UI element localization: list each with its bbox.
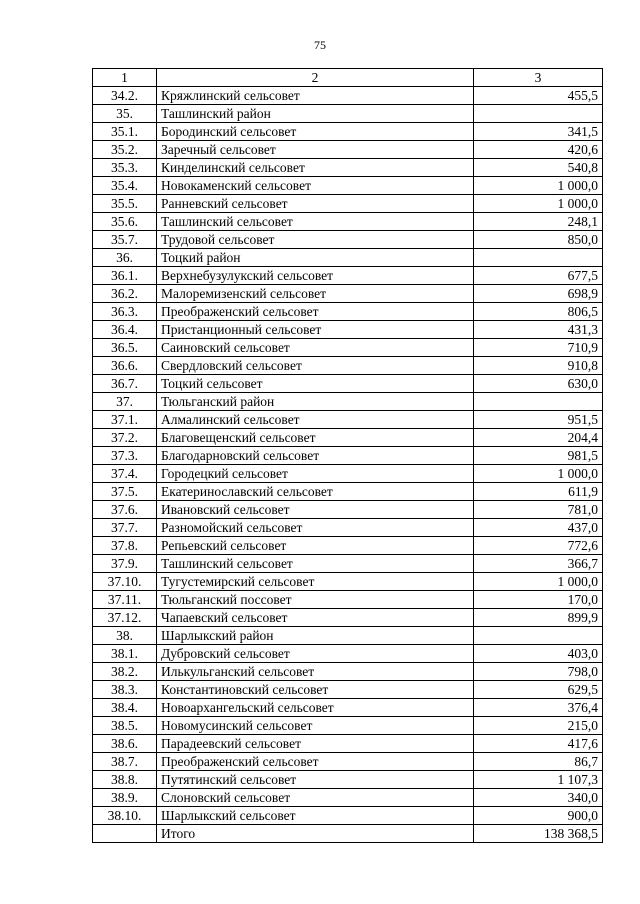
row-name: Новоархангельский сельсовет [157,699,474,717]
row-number: 35.1. [93,123,157,141]
table-row [93,717,603,735]
row-value: 710,9 [474,339,603,357]
table-row [93,411,603,429]
column-header-1: 1 [93,69,157,87]
row-number: 36.2. [93,285,157,303]
table-row [93,555,603,573]
row-number: 38.4. [93,699,157,717]
row-number: 35.6. [93,213,157,231]
table-row [93,249,603,267]
row-name: Пристанционный сельсовет [157,321,474,339]
row-name: Тоцкий район [157,249,474,267]
row-value: 806,5 [474,303,603,321]
table-row [93,339,603,357]
row-name: Илькульганский сельсовет [157,663,474,681]
table-row [93,195,603,213]
row-name: Тюльганский поссовет [157,591,474,609]
table-row [93,645,603,663]
row-number: 38.3. [93,681,157,699]
row-name: Городецкий сельсовет [157,465,474,483]
row-number: 37.6. [93,501,157,519]
table-body [93,87,603,825]
row-name: Заречный сельсовет [157,141,474,159]
row-number: 35.2. [93,141,157,159]
table-row [93,123,603,141]
row-number: 38.1. [93,645,157,663]
table-row [93,105,603,123]
column-header-2: 2 [157,69,474,87]
table-row [93,609,603,627]
table-row [93,465,603,483]
row-value: 420,6 [474,141,603,159]
row-number: 35.5. [93,195,157,213]
row-name: Ташлинский сельсовет [157,213,474,231]
row-name: Разномойский сельсовет [157,519,474,537]
table-row [93,447,603,465]
table-row [93,753,603,771]
table-row [93,267,603,285]
row-name: Тоцкий сельсовет [157,375,474,393]
row-name: Кряжлинский сельсовет [157,87,474,105]
row-name: Ранневский сельсовет [157,195,474,213]
page-number: 75 [314,38,326,52]
row-number: 38.6. [93,735,157,753]
row-value: 951,5 [474,411,603,429]
row-name: Преображенский сельсовет [157,303,474,321]
column-header-3: 3 [474,69,603,87]
table-row [93,591,603,609]
row-name: Константиновский сельсовет [157,681,474,699]
row-value: 366,7 [474,555,603,573]
row-name: Трудовой сельсовет [157,231,474,249]
row-number: 37.3. [93,447,157,465]
row-number: 38. [93,627,157,645]
row-value: 437,0 [474,519,603,537]
row-value: 611,9 [474,483,603,501]
row-number: 38.5. [93,717,157,735]
row-number: 37.4. [93,465,157,483]
row-name: Ивановский сельсовет [157,501,474,519]
row-number: 38.9. [93,789,157,807]
row-name: Репьевский сельсовет [157,537,474,555]
table-row [93,177,603,195]
row-value: 215,0 [474,717,603,735]
row-name: Тюльганский район [157,393,474,411]
row-value: 798,0 [474,663,603,681]
table-row [93,321,603,339]
row-name: Свердловский сельсовет [157,357,474,375]
row-name: Благодарновский сельсовет [157,447,474,465]
row-value: 1 000,0 [474,573,603,591]
row-number: 37.12. [93,609,157,627]
allocation-table [92,68,603,843]
row-value: 899,9 [474,609,603,627]
row-name: Чапаевский сельсовет [157,609,474,627]
table-row [93,375,603,393]
row-value: 170,0 [474,591,603,609]
row-value [474,627,603,645]
row-value: 698,9 [474,285,603,303]
table-row [93,735,603,753]
row-number: 35.3. [93,159,157,177]
row-number: 37.9. [93,555,157,573]
row-value: 772,6 [474,537,603,555]
row-number: 38.8. [93,771,157,789]
total-label: Итого [157,825,474,843]
total-row [93,825,603,843]
row-number: 37.11. [93,591,157,609]
table-row [93,699,603,717]
row-number: 36.5. [93,339,157,357]
row-number: 37.10. [93,573,157,591]
row-number: 34.2. [93,87,157,105]
row-value: 910,8 [474,357,603,375]
table-row [93,159,603,177]
table-row [93,483,603,501]
table-row [93,231,603,249]
row-number: 35.7. [93,231,157,249]
row-number: 36. [93,249,157,267]
row-number: 36.3. [93,303,157,321]
table-row [93,285,603,303]
row-name: Кинделинский сельсовет [157,159,474,177]
row-value: 781,0 [474,501,603,519]
row-number: 37.8. [93,537,157,555]
table-row [93,537,603,555]
row-value: 1 000,0 [474,465,603,483]
row-value: 455,5 [474,87,603,105]
row-name: Преображенский сельсовет [157,753,474,771]
row-number: 38.10. [93,807,157,825]
row-value: 540,8 [474,159,603,177]
table-row [93,627,603,645]
row-value: 431,3 [474,321,603,339]
row-number: 37.1. [93,411,157,429]
table-row [93,501,603,519]
row-number: 38.7. [93,753,157,771]
row-value: 850,0 [474,231,603,249]
row-name: Саиновский сельсовет [157,339,474,357]
table-row [93,771,603,789]
row-number: 36.1. [93,267,157,285]
row-value: 376,4 [474,699,603,717]
table-header-row [93,69,603,87]
row-value: 86,7 [474,753,603,771]
row-name: Малоремизенский сельсовет [157,285,474,303]
row-name: Парадеевский сельсовет [157,735,474,753]
table-row [93,681,603,699]
table-row [93,87,603,105]
table-row [93,519,603,537]
row-value: 204,4 [474,429,603,447]
row-name: Алмалинский сельсовет [157,411,474,429]
row-value: 417,6 [474,735,603,753]
row-value: 1 000,0 [474,177,603,195]
row-name: Бородинский сельсовет [157,123,474,141]
row-name: Ташлинский район [157,105,474,123]
row-name: Шарлыкский район [157,627,474,645]
row-number: 37. [93,393,157,411]
row-value: 403,0 [474,645,603,663]
table-row [93,789,603,807]
row-value: 630,0 [474,375,603,393]
row-name: Новомусинский сельсовет [157,717,474,735]
row-number: 36.4. [93,321,157,339]
row-value: 248,1 [474,213,603,231]
row-number: 35.4. [93,177,157,195]
row-name: Шарлыкский сельсовет [157,807,474,825]
total-value: 138 368,5 [474,825,603,843]
table-row [93,357,603,375]
row-name: Дубровский сельсовет [157,645,474,663]
row-name: Слоновский сельсовет [157,789,474,807]
table-row [93,429,603,447]
row-name: Благовещенский сельсовет [157,429,474,447]
row-value: 629,5 [474,681,603,699]
row-number: 36.6. [93,357,157,375]
row-value [474,393,603,411]
row-value: 1 000,0 [474,195,603,213]
row-number: 38.2. [93,663,157,681]
row-name: Ташлинский сельсовет [157,555,474,573]
row-number: 37.2. [93,429,157,447]
table-row [93,663,603,681]
row-value: 1 107,3 [474,771,603,789]
row-number: 37.5. [93,483,157,501]
row-value: 677,5 [474,267,603,285]
total-number-cell [93,825,157,843]
table-row [93,807,603,825]
row-name: Тугустемирский сельсовет [157,573,474,591]
table-row [93,141,603,159]
row-value [474,249,603,267]
row-name: Верхнебузулукский сельсовет [157,267,474,285]
row-number: 36.7. [93,375,157,393]
row-value: 340,0 [474,789,603,807]
table-row [93,213,603,231]
row-name: Новокаменский сельсовет [157,177,474,195]
row-value: 341,5 [474,123,603,141]
table-row [93,303,603,321]
table-row [93,573,603,591]
row-number: 37.7. [93,519,157,537]
row-name: Екатеринославский сельсовет [157,483,474,501]
row-value [474,105,603,123]
row-name: Путятинский сельсовет [157,771,474,789]
table-row [93,393,603,411]
row-number: 35. [93,105,157,123]
row-value: 900,0 [474,807,603,825]
row-value: 981,5 [474,447,603,465]
